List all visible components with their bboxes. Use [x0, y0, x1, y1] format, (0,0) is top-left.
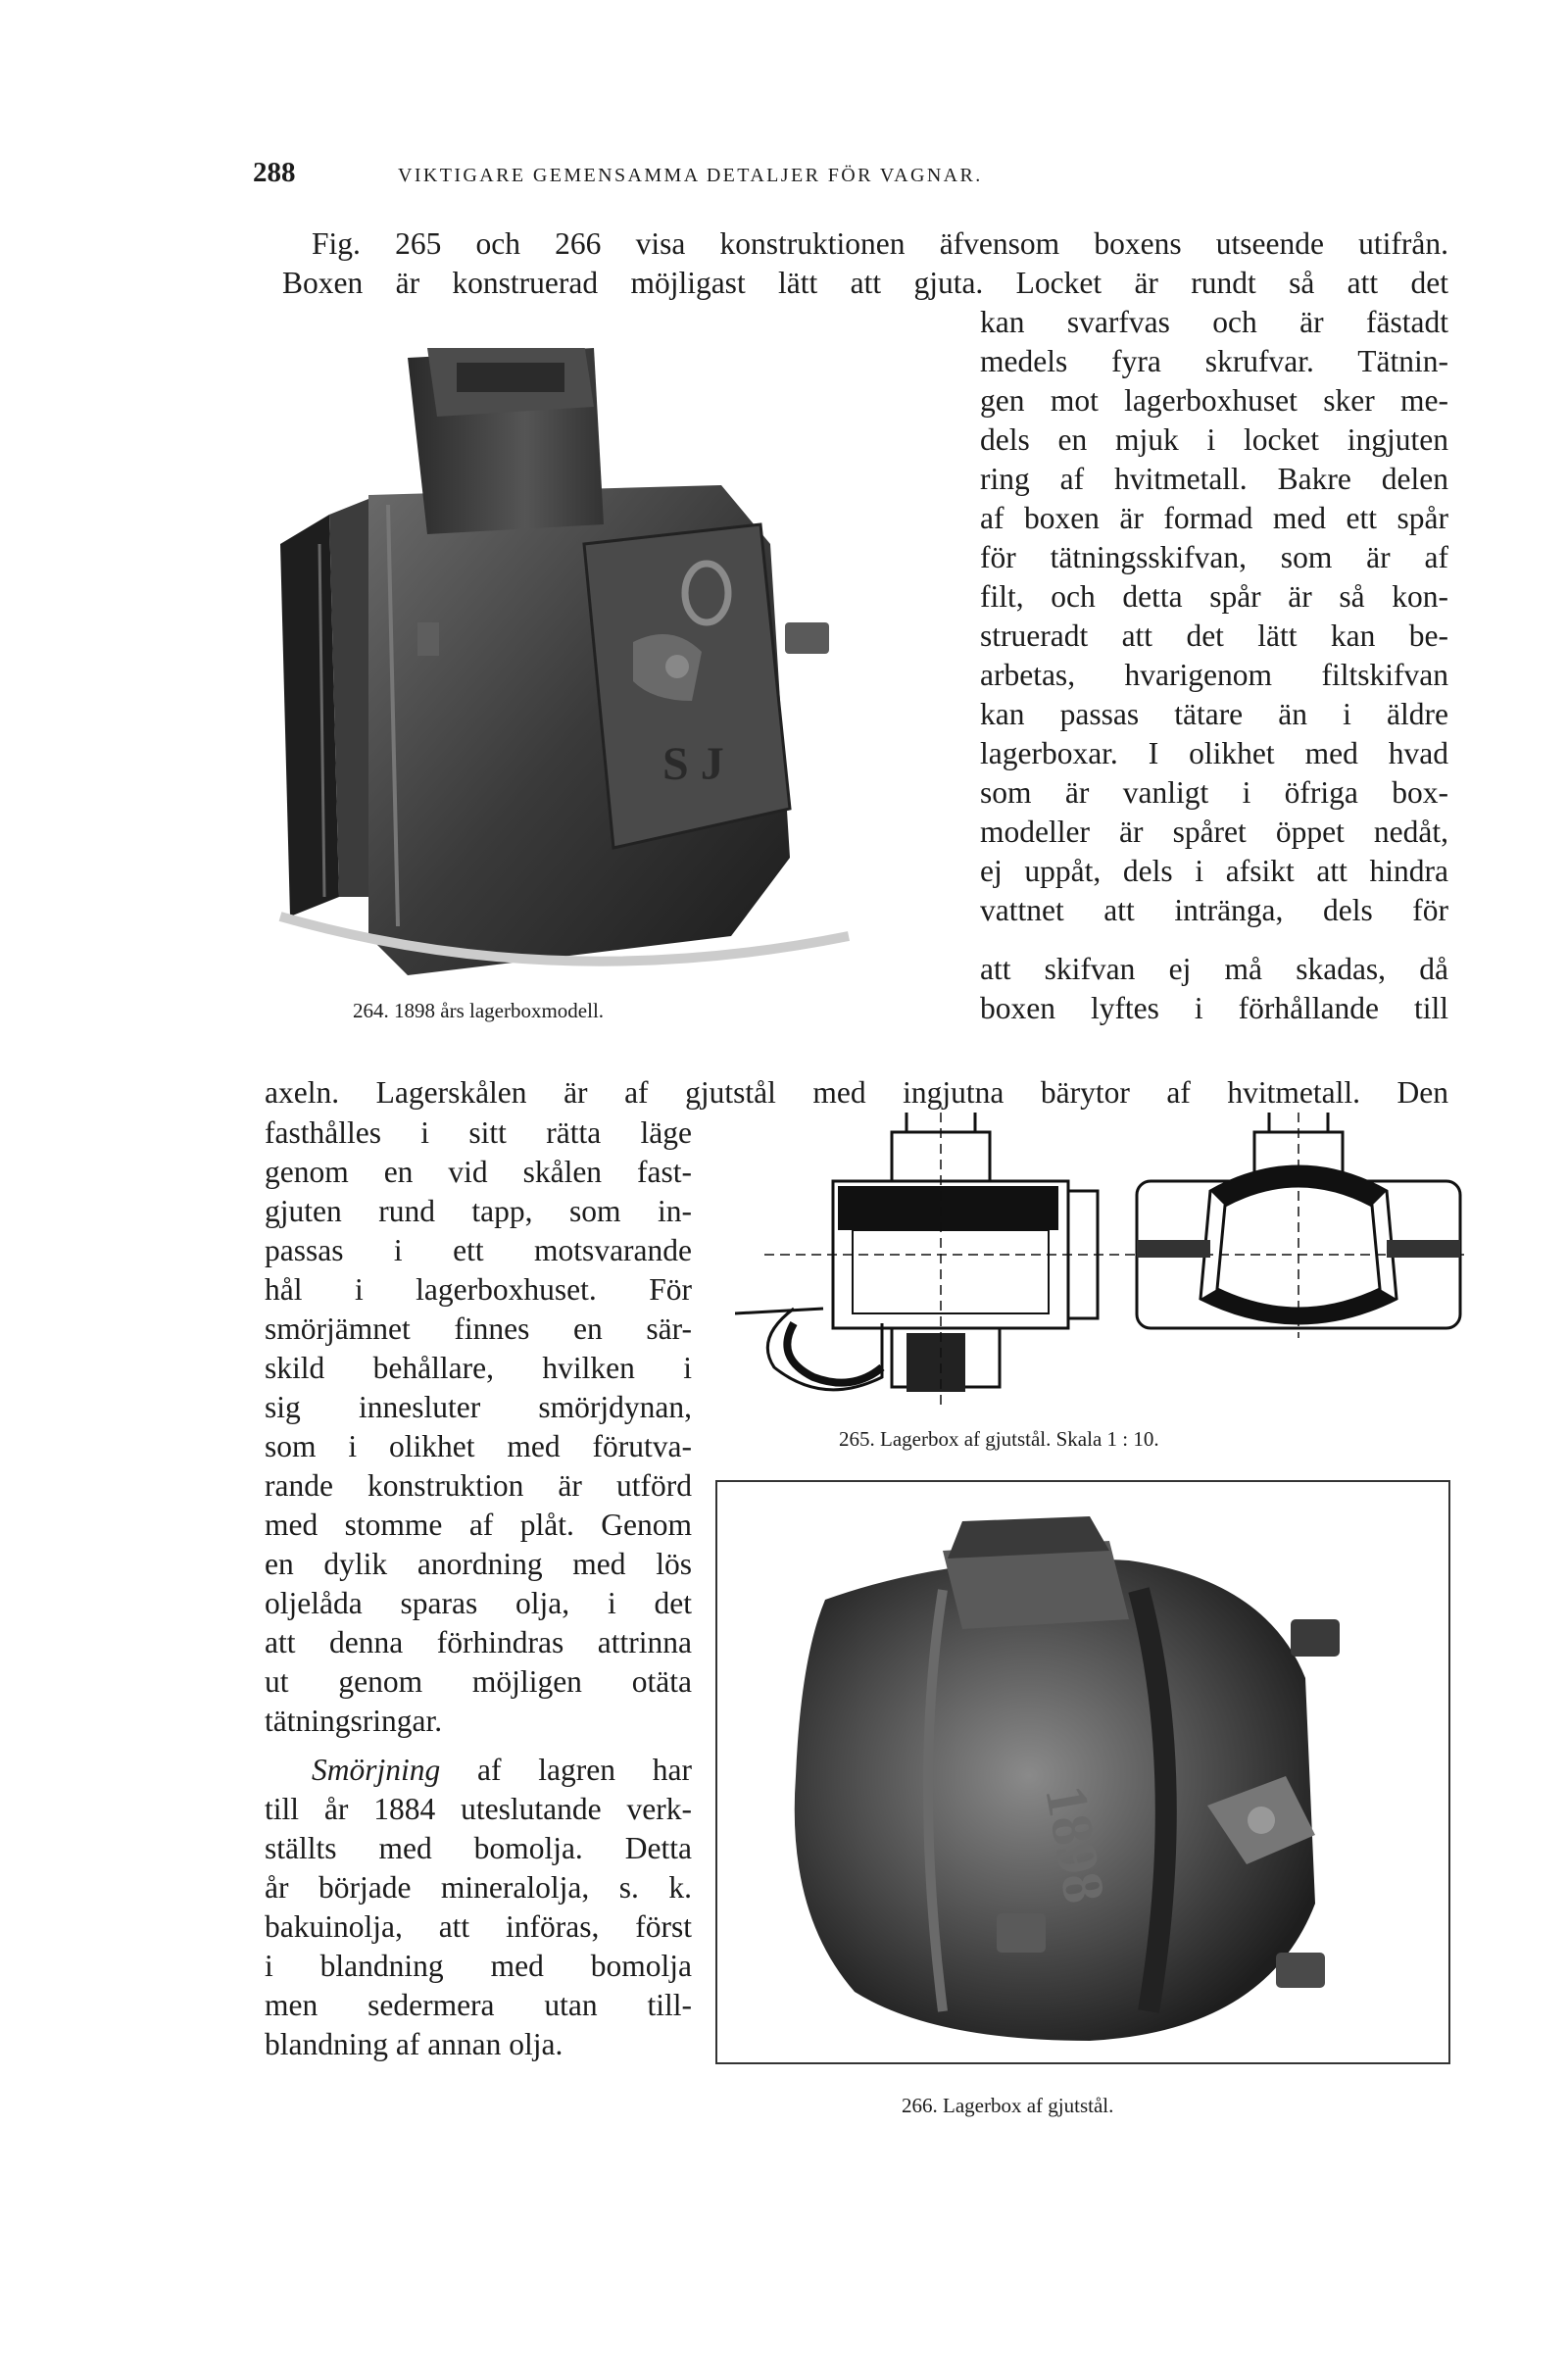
- full-width-line: axeln. Lagerskålen är af gjutstål med ingjutna bärytor af hvitmetall. Den: [265, 1075, 1448, 1110]
- right-col-line: kan passas tätare än i äldre: [980, 697, 1448, 731]
- smorjning-line: till år 1884 uteslutande verk-: [265, 1792, 692, 1826]
- left-col-line: att denna förhindras attrinna: [265, 1625, 692, 1659]
- figure-265-drawing: [735, 1113, 1470, 1411]
- right-col-line: att skifvan ej må skadas, då: [980, 952, 1448, 986]
- left-col-line: rande konstruktion är utförd: [265, 1468, 692, 1503]
- intro-line: Fig. 265 och 266 visa konstruktionen äfvensom boxens utseende utifrån.: [312, 226, 1448, 261]
- right-col-line: ej uppåt, dels i afsikt att hindra: [980, 854, 1448, 888]
- right-col-line: boxen lyftes i förhållande till: [980, 991, 1448, 1025]
- right-col-line: ring af hvitmetall. Bakre delen: [980, 462, 1448, 496]
- left-col-line: ut genom möjligen otäta: [265, 1664, 692, 1699]
- left-col-line: smörjämnet finnes en sär-: [265, 1312, 692, 1346]
- left-col-line: fasthålles i sitt rätta läge: [265, 1115, 692, 1150]
- right-col-line: dels en mjuk i locket ingjuten: [980, 422, 1448, 457]
- figure-264-photo: [261, 348, 927, 975]
- left-col-line: en dylik anordning med lös: [265, 1547, 692, 1581]
- page-number: 288: [253, 157, 296, 188]
- smorjning-line: i blandning med bomolja: [265, 1949, 692, 1983]
- left-col-line: tätningsringar.: [265, 1704, 443, 1738]
- left-col-line: som i olikhet med förutva-: [265, 1429, 692, 1463]
- smorjning-line: bakuinolja, att införas, först: [265, 1909, 692, 1944]
- right-col-line: gen mot lagerboxhuset sker me-: [980, 383, 1448, 418]
- left-col-line: gjuten rund tapp, som in-: [265, 1194, 692, 1228]
- year-marking: 1898: [1033, 1780, 1118, 1908]
- left-col-line: oljelåda sparas olja, i det: [265, 1586, 692, 1620]
- running-title: VIKTIGARE GEMENSAMMA DETALJER FÖR VAGNAR.: [398, 165, 983, 186]
- left-col-line: genom en vid skålen fast-: [265, 1155, 692, 1189]
- running-header: [253, 157, 1272, 200]
- caption-fig-264: 264. 1898 års lagerboxmodell.: [353, 999, 605, 1022]
- intro-line: Boxen är konstruerad möjligast lätt att gjuta. Locket är rundt så att det: [282, 266, 1448, 300]
- smorjning-lead-rest: af lagren har: [440, 1753, 692, 1787]
- right-col-line: arbetas, hvarigenom filtskifvan: [980, 658, 1448, 692]
- right-col-line: lagerboxar. I olikhet med hvad: [980, 736, 1448, 770]
- right-col-line: filt, och detta spår är så kon-: [980, 579, 1448, 614]
- right-col-line: kan svarfvas och är fästadt: [980, 305, 1448, 339]
- smorjning-lead-word: Smörjning: [312, 1753, 441, 1787]
- smorjning-line: men sedermera utan till-: [265, 1988, 692, 2022]
- right-col-line: strueradt att det lätt kan be-: [980, 619, 1448, 653]
- plate-letters: S J: [662, 738, 724, 790]
- left-col-line: med stomme af plåt. Genom: [265, 1508, 692, 1542]
- right-col-line: medels fyra skrufvar. Tätnin-: [980, 344, 1448, 378]
- figure-266-photo: [715, 1480, 1450, 2064]
- smorjning-first-line: [312, 1751, 692, 1790]
- caption-fig-265: 265. Lagerbox af gjutstål. Skala 1 : 10.: [839, 1427, 1159, 1451]
- left-col-line: hål i lagerboxhuset. För: [265, 1272, 692, 1307]
- smorjning-line: ställts med bomolja. Detta: [265, 1831, 692, 1865]
- right-col-line: som är vanligt i öfriga box-: [980, 775, 1448, 810]
- right-col-line: af boxen är formad med ett spår: [980, 501, 1448, 535]
- left-col-line: passas i ett motsvarande: [265, 1233, 692, 1267]
- right-col-line: modeller är spåret öppet nedåt,: [980, 815, 1448, 849]
- left-col-line: sig innesluter smörjdynan,: [265, 1390, 692, 1424]
- left-col-line: skild behållare, hvilken i: [265, 1351, 692, 1385]
- smorjning-line: år började mineralolja, s. k.: [265, 1870, 692, 1905]
- right-col-line: för tätningsskifvan, som är af: [980, 540, 1448, 574]
- smorjning-line: blandning af annan olja.: [265, 2027, 564, 2061]
- right-col-line: vattnet att intränga, dels för: [980, 893, 1448, 927]
- caption-fig-266: 266. Lagerbox af gjutstål.: [902, 2094, 1114, 2117]
